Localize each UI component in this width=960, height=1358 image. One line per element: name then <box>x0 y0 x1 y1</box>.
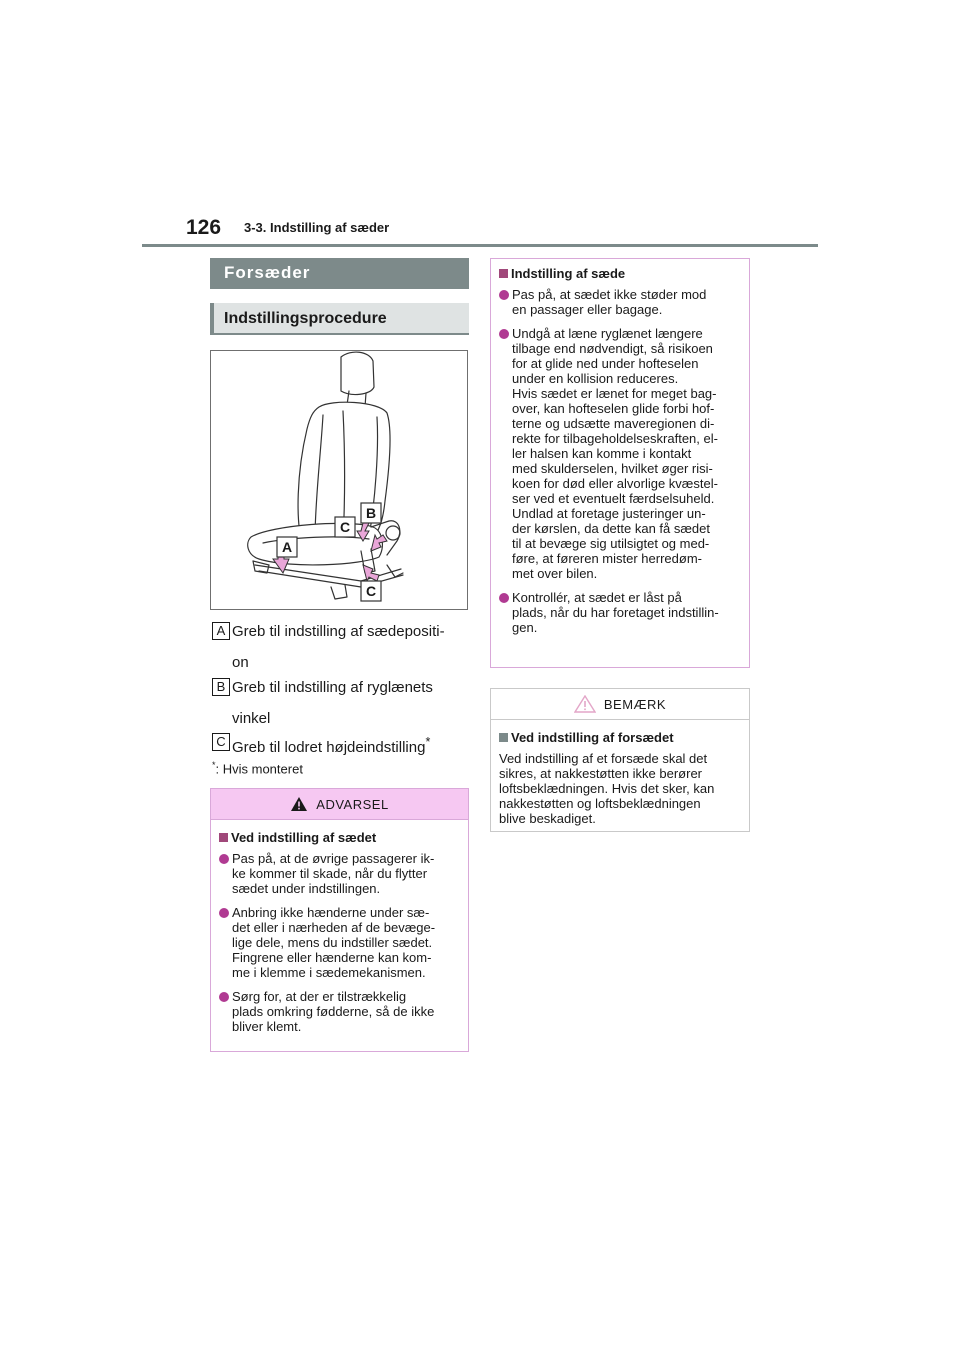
callout-a: A <box>281 539 293 555</box>
square-bullet-icon <box>499 733 508 742</box>
adjust-heading-text: Indstilling af sæde <box>511 266 626 281</box>
legend-item-b <box>212 676 472 730</box>
legend-text-c-1: Greb til lodret højdeindstilling <box>232 739 426 756</box>
adjust-bullet-text: Undgå at læne ryglænet længere tilbage end nødvendigt, så risikoen for at glide ned under hofteselen under en kollision reduceres. Hvis sædet er lænet for meget bag- over, kan hofteselen glide forbi hof- terne og udsætte maveregionen di- rekte for tilbageholdelseskraften, el- ler halsen kan komme i kontakt med skulderselen, hvilket øger risi- koen for død eller alvorlige kvæstel- ser ved et eventuelt færdselsuheld. Undlad at foretage justeringer un- der kørslen, da dette kan få sædet til at bevæge sig utilsigtet og med- føre, at føreren mister herredøm- met over bilen. <box>512 326 718 581</box>
legend-key-b: B <box>212 678 230 696</box>
bullet-dot-icon <box>219 854 229 864</box>
notice-body: Ved indstilling af et forsæde skal det sikres, at nakkestøtten ikke berører loftsbeklædningen. Hvis det sker, kan nakkestøtten og loftsbeklædningen blive beskadiget. <box>499 751 715 826</box>
legend-text-b-2: vinkel <box>232 710 271 727</box>
adjust-bullet <box>499 287 741 317</box>
bullet-dot-icon <box>219 908 229 918</box>
footnote-text: : Hvis monteret <box>215 761 303 777</box>
bullet-dot-icon <box>499 593 509 603</box>
bullet-dot-icon <box>499 290 509 300</box>
adjust-bullet <box>499 590 741 635</box>
notice-icon <box>574 695 596 713</box>
warning-bullet-text: Sørg for, at der er tilstrækkelig plads omkring fødderne, så de ikke bliver klemt. <box>232 989 435 1034</box>
warning-bullet <box>219 905 460 980</box>
square-bullet-icon <box>499 269 508 278</box>
band-title: Forsæder <box>210 258 469 289</box>
legend-text-a-1: Greb til indstilling af sædepositi- <box>232 623 445 640</box>
warning-bullet-text: Pas på, at de øvrige passagerer ik- ke kommer til skade, når du flytter sædet under indstillingen. <box>232 851 435 896</box>
seat-drawing <box>211 351 467 609</box>
seat-illustration <box>210 350 468 610</box>
legend-sup-c: * <box>425 735 431 749</box>
notice-title: BEMÆRK <box>603 696 667 712</box>
warning-box <box>210 788 469 1052</box>
page-number: 126 <box>186 216 222 239</box>
warning-bullet <box>219 989 460 1034</box>
bullet-dot-icon <box>219 992 229 1002</box>
callout-b: B <box>365 505 377 521</box>
adjust-bullet-text: Kontrollér, at sædet er låst på plads, når du har foretaget indstillin- gen. <box>512 590 719 635</box>
warning-title: ADVARSEL <box>316 796 389 812</box>
legend-item-c <box>212 731 472 759</box>
notice-header <box>491 689 749 720</box>
warning-bullet-text: Anbring ikke hænderne under sæ- det eller i nærheden af de bevæge- lige dele, mens du indstiller sædet. Fingrene eller hænderne kan kom- me i klemme i sædemekanismen. <box>232 905 436 980</box>
sub-title: Indstillingsprocedure <box>210 303 469 335</box>
warning-heading <box>219 830 460 845</box>
header-rule <box>142 244 818 247</box>
callout-c-top: C <box>339 519 351 535</box>
section-title: 3-3. Indstilling af sæder <box>244 220 390 235</box>
notice-heading <box>499 730 741 745</box>
callout-c-bottom: C <box>365 583 377 599</box>
warning-icon <box>290 796 308 812</box>
notice-heading-text: Ved indstilling af forsædet <box>511 730 674 745</box>
legend-item-a <box>212 620 472 674</box>
notice-box <box>490 688 750 832</box>
adjust-box <box>490 258 750 668</box>
warning-heading-text: Ved indstilling af sædet <box>231 830 377 845</box>
adjust-heading <box>499 266 741 281</box>
legend-text-a-2: on <box>232 654 249 671</box>
warning-bullet <box>219 851 460 896</box>
legend-key-c: C <box>212 733 230 751</box>
legend-text-c <box>232 731 472 759</box>
footnote <box>212 760 303 776</box>
legend-text-b-1: Greb til indstilling af ryglænets <box>232 679 433 696</box>
adjust-bullet-text: Pas på, at sædet ikke støder mod en passager eller bagage. <box>512 287 707 317</box>
adjust-bullet <box>499 326 741 581</box>
square-bullet-icon <box>219 833 228 842</box>
bullet-dot-icon <box>499 329 509 339</box>
legend-key-a: A <box>212 622 230 640</box>
footnote-mark: * <box>212 760 216 770</box>
warning-header <box>211 789 468 820</box>
